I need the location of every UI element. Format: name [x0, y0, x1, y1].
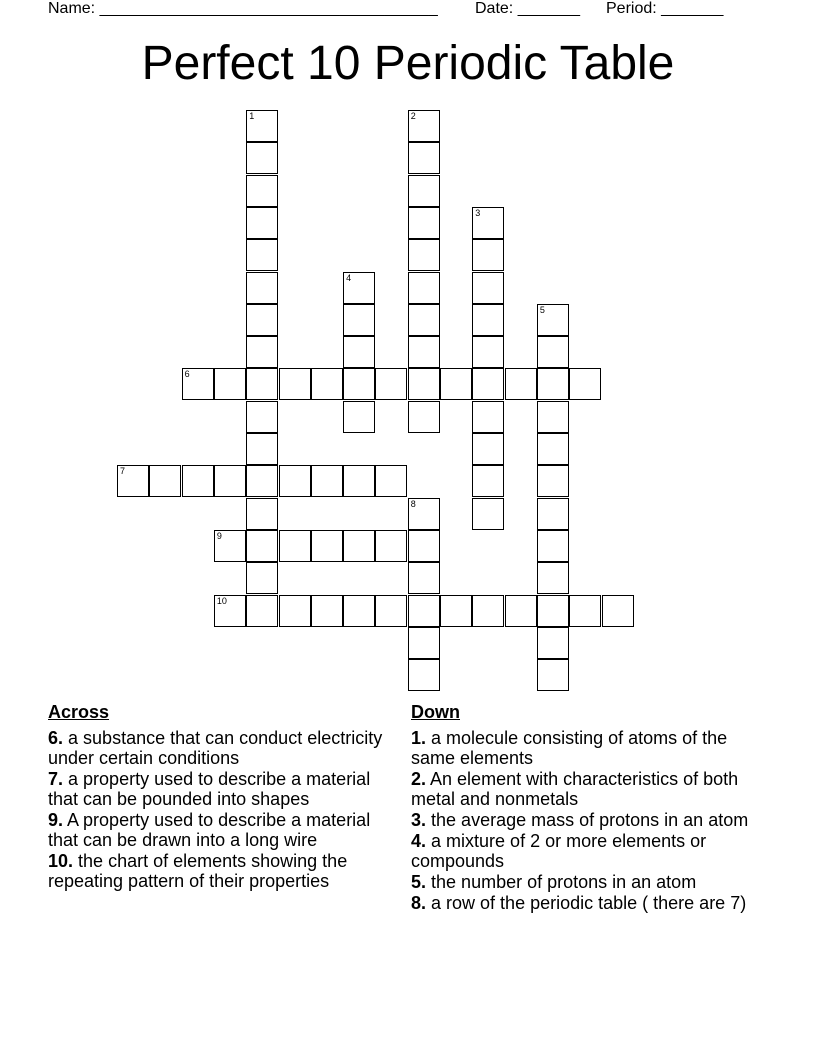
cell-number: 1 [249, 111, 255, 121]
grid-cell[interactable] [375, 368, 407, 400]
grid-cell[interactable] [408, 142, 440, 174]
grid-cell[interactable] [311, 595, 343, 627]
clue-number: 10. [48, 851, 74, 871]
grid-cell[interactable] [408, 239, 440, 271]
grid-cell[interactable] [246, 207, 278, 239]
cell-number: 7 [120, 466, 126, 477]
clue-down-5 [411, 872, 756, 892]
clue-number: 9. [48, 810, 64, 830]
grid-cell[interactable] [343, 272, 375, 304]
grid-cell[interactable] [537, 433, 569, 465]
grid-cell[interactable] [408, 659, 440, 691]
grid-cell[interactable] [537, 595, 569, 627]
grid-cell[interactable] [246, 595, 278, 627]
grid-cell[interactable] [472, 239, 504, 271]
cell-number: 5 [539, 304, 545, 315]
clue-down-8 [411, 893, 756, 913]
clue-down-2 [411, 769, 756, 809]
grid-cell[interactable] [343, 304, 375, 336]
grid-cell[interactable] [246, 498, 278, 530]
grid-cell[interactable] [408, 627, 440, 659]
grid-cell[interactable] [472, 498, 504, 530]
clue-number: 8. [411, 893, 427, 913]
grid-cell[interactable] [214, 530, 246, 562]
grid-cell[interactable] [246, 368, 278, 400]
grid-cell[interactable] [408, 562, 440, 594]
grid-cell[interactable] [408, 530, 440, 562]
grid-cell[interactable] [537, 401, 569, 433]
period-field[interactable]: Period: _______ [606, 0, 724, 17]
grid-cell[interactable] [569, 595, 601, 627]
clue-down-3 [411, 810, 756, 830]
clue-text: a row of the periodic table ( there are 7) [431, 893, 747, 913]
grid-cell[interactable] [246, 530, 278, 562]
grid-cell[interactable] [472, 207, 504, 239]
grid-cell[interactable] [343, 595, 375, 627]
grid-cell[interactable] [472, 368, 504, 400]
grid-cell[interactable] [472, 336, 504, 368]
grid-cell[interactable] [537, 627, 569, 659]
cell-number: 8 [410, 498, 416, 509]
clue-number: 7. [48, 769, 64, 789]
grid-cell[interactable] [149, 465, 181, 497]
clue-number: 4. [411, 831, 427, 851]
grid-cell[interactable] [279, 530, 311, 562]
grid-cell[interactable] [375, 465, 407, 497]
grid-cell[interactable] [311, 530, 343, 562]
clue-number: 5. [411, 872, 427, 892]
clue-across-10 [48, 851, 398, 891]
grid-cell[interactable] [246, 336, 278, 368]
grid-cell[interactable] [505, 595, 537, 627]
clue-number: 6. [48, 728, 64, 748]
cell-number: 9 [216, 530, 222, 541]
cell-number: 10 [216, 595, 227, 606]
grid-cell[interactable] [408, 368, 440, 400]
grid-cell[interactable] [246, 433, 278, 465]
cell-number: 4 [346, 272, 352, 283]
grid-cell[interactable] [472, 595, 504, 627]
grid-cell[interactable] [246, 175, 278, 207]
grid-cell[interactable] [408, 272, 440, 304]
grid-cell[interactable] [408, 401, 440, 433]
clue-number: 3. [411, 810, 427, 830]
grid-cell[interactable] [537, 336, 569, 368]
grid-cell[interactable] [214, 595, 246, 627]
clue-number: 2. [411, 769, 427, 789]
clue-number: 1. [411, 728, 427, 748]
grid-cell[interactable] [472, 433, 504, 465]
cell-number: 3 [475, 207, 481, 218]
grid-cell[interactable] [375, 595, 407, 627]
grid-cell[interactable] [408, 175, 440, 207]
down-heading: Down [411, 702, 460, 722]
down-clues [411, 702, 756, 914]
grid-cell[interactable] [246, 142, 278, 174]
clue-text: a substance that can conduct electricity under certain conditions [48, 728, 383, 768]
clue-across-6 [48, 728, 398, 768]
grid-cell[interactable] [408, 110, 440, 142]
grid-cell[interactable] [182, 465, 214, 497]
cell-number: 2 [410, 111, 416, 121]
grid-cell[interactable] [408, 498, 440, 530]
across-heading: Across [48, 702, 110, 722]
grid-cell[interactable] [537, 304, 569, 336]
grid-cell[interactable] [343, 401, 375, 433]
grid-cell[interactable] [246, 239, 278, 271]
clue-across-7 [48, 769, 398, 809]
grid-cell[interactable] [375, 530, 407, 562]
grid-cell[interactable] [343, 336, 375, 368]
grid-cell[interactable] [569, 368, 601, 400]
page-title: Perfect 10 Periodic Table [141, 37, 675, 90]
grid-cell[interactable] [246, 465, 278, 497]
clue-text: a property used to describe a material that can be pounded into shapes [48, 769, 371, 809]
grid-cell[interactable] [279, 595, 311, 627]
grid-cell[interactable] [246, 401, 278, 433]
grid-cell[interactable] [343, 530, 375, 562]
clue-down-1 [411, 728, 756, 768]
clue-text: the number of protons in an atom [431, 872, 697, 892]
grid-cell[interactable] [343, 465, 375, 497]
grid-cell[interactable] [408, 336, 440, 368]
clue-text: a mixture of 2 or more elements or compounds [411, 831, 707, 871]
grid-cell[interactable] [279, 368, 311, 400]
across-clues [48, 702, 398, 892]
clue-text: An element with characteristics of both metal and nonmetals [411, 769, 739, 809]
clue-text: the average mass of protons in an atom [431, 810, 749, 830]
cell-number: 6 [184, 369, 190, 380]
clue-text: A property used to describe a material that can be drawn into a long wire [48, 810, 371, 850]
grid-cell[interactable] [472, 401, 504, 433]
grid-cell[interactable] [537, 530, 569, 562]
clue-across-9 [48, 810, 398, 850]
grid-cell[interactable] [537, 498, 569, 530]
grid-cell[interactable] [246, 562, 278, 594]
grid-cell[interactable] [408, 595, 440, 627]
grid-cell[interactable] [214, 465, 246, 497]
grid-cell[interactable] [117, 465, 149, 497]
grid-cell[interactable] [440, 595, 472, 627]
grid-cell[interactable] [537, 465, 569, 497]
grid-cell[interactable] [311, 465, 343, 497]
grid-cell[interactable] [408, 207, 440, 239]
date-field[interactable]: Date: _______ [475, 0, 580, 17]
grid-cell[interactable] [343, 368, 375, 400]
grid-cell[interactable] [537, 562, 569, 594]
clue-text: a molecule consisting of atoms of the same elements [411, 728, 728, 768]
clue-text: the chart of elements showing the repeating pattern of their properties [48, 851, 348, 891]
grid-cell[interactable] [472, 465, 504, 497]
grid-cell[interactable] [246, 304, 278, 336]
grid-cell[interactable] [214, 368, 246, 400]
grid-cell[interactable] [537, 368, 569, 400]
grid-cell[interactable] [246, 110, 278, 142]
grid-cell[interactable] [246, 272, 278, 304]
grid-cell[interactable] [182, 368, 214, 400]
grid-cell[interactable] [472, 304, 504, 336]
grid-cell[interactable] [440, 368, 472, 400]
grid-cell[interactable] [472, 272, 504, 304]
name-field[interactable]: Name: ______________________________________ [48, 0, 438, 17]
grid-cell[interactable] [279, 465, 311, 497]
grid-cell[interactable] [602, 595, 634, 627]
grid-cell[interactable] [505, 368, 537, 400]
grid-cell[interactable] [311, 368, 343, 400]
grid-cell[interactable] [408, 304, 440, 336]
grid-cell[interactable] [537, 659, 569, 691]
clue-down-4 [411, 831, 756, 871]
